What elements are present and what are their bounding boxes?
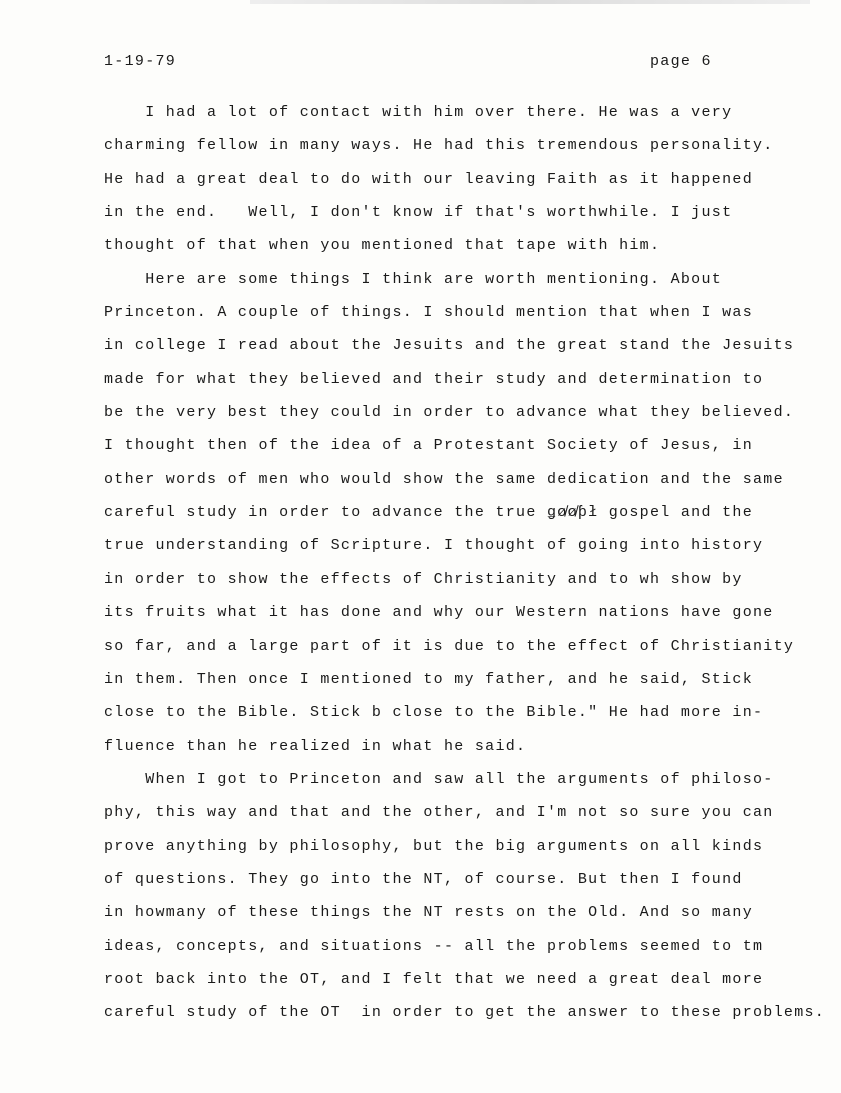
text-line: in them. Then once I mentioned to my father, and he said, Stick [104,670,753,688]
text-line: other words of men who would show the same dedication and the same [104,470,784,488]
text-line: made for what they believed and their study and determination to [104,370,764,388]
text-line: in order to show the effects of Christianity and to wh show by [104,570,743,588]
text-line: in howmany of these things the NT rests on the Old. And so many [104,904,753,922]
text-line: so far, and a large part of it is due to the effect of Christianity [104,637,795,655]
text-line: I had a lot of contact with him over there. He was a very [104,104,733,121]
text-line: in college I read about the Jesuits and the great stand the Jesuits [104,337,795,355]
text-line: fluence than he realized in what he said. [104,737,527,755]
scan-edge [250,0,810,4]
text-line: be the very best they could in order to advance what they believed. [104,404,795,422]
text-line: charming fellow in many ways. He had this tremendous personality. [104,137,774,155]
body-text [104,103,825,1037]
text-line: close to the Bible. Stick b close to the Bible." He had more in- [104,704,764,722]
text-line: When I got to Princeton and saw all the arguments of philoso- [104,770,774,788]
text-line: its fruits what it has done and why our Western nations have gone [104,604,774,622]
text-line: I thought then of the idea of a Protestant Society of Jesus, in [104,437,753,455]
text-line: of questions. They go into the NT, of course. But then I found [104,870,743,888]
text-line: phy, this way and that and the other, and I'm not so sure you can [104,804,774,822]
text-line: prove anything by philosophy, but the big arguments on all kinds [104,837,764,855]
text-line: root back into the OT, and I felt that we need a great deal more [104,970,764,988]
text-line: ideas, concepts, and situations -- all the problems seemed to tm [104,937,764,955]
page-number: page 6 [650,53,712,70]
text-line: thought of that when you mentioned that tape with him. [104,237,661,255]
text-line: true understanding of Scripture. I thought of going into history [104,537,764,555]
text-line: Here are some things I think are worth mentioning. About [104,270,723,288]
text-line: careful study in order to advance the true ǥø̸ø̸ƥł gospel and the [104,504,753,522]
text-line: in the end. Well, I don't know if that's worthwhile. I just [104,204,733,222]
page-date: 1-19-79 [104,53,177,70]
text-line: careful study of the OT in order to get the answer to these problems. [104,1004,826,1022]
text-line: He had a great deal to do with our leaving Faith as it happened [104,170,753,188]
text-line: Princeton. A couple of things. I should mention that when I was [104,304,753,322]
